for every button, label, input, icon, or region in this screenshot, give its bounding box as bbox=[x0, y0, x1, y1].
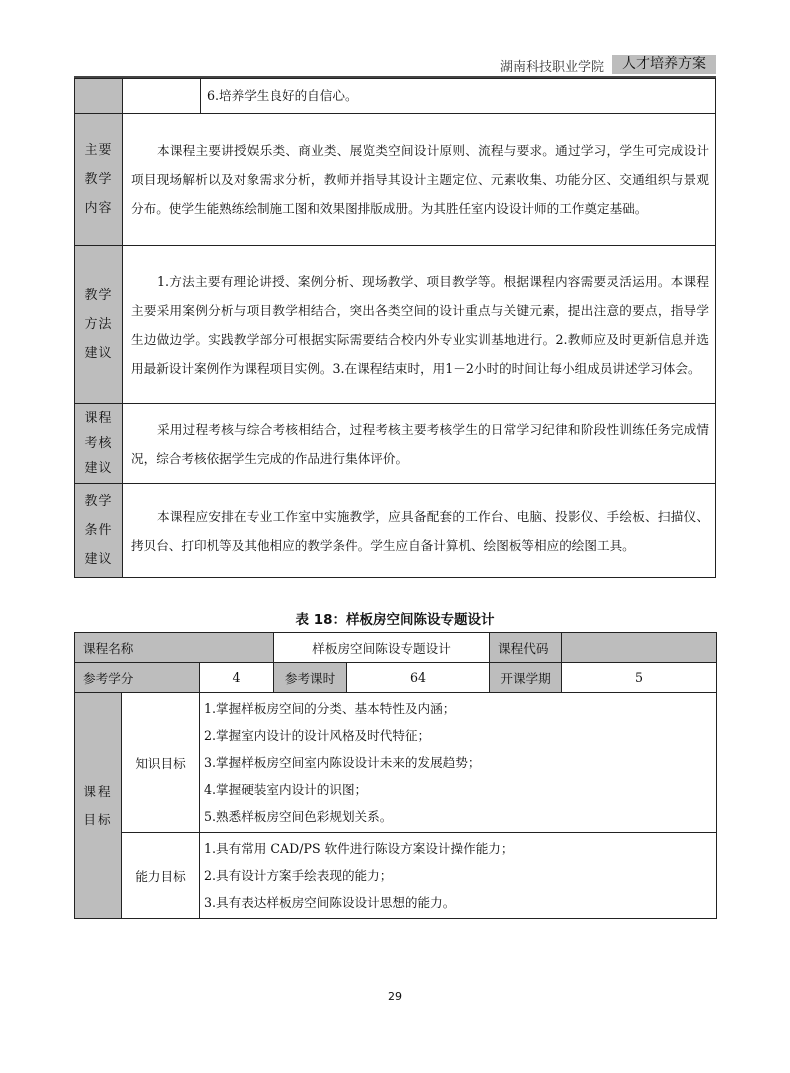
table-row bbox=[75, 484, 716, 578]
document-title: 人才培养方案 bbox=[612, 55, 716, 74]
label-line: 课程 bbox=[84, 411, 113, 426]
ability-goal-list bbox=[200, 833, 717, 919]
label-line: 条件 bbox=[84, 523, 113, 538]
list-item: 4.掌握硬装室内设计的识图； bbox=[204, 782, 368, 797]
ability-goal-label: 能力目标 bbox=[122, 833, 200, 919]
list-item: 5.熟悉样板房空间色彩规划关系。 bbox=[204, 809, 393, 824]
list-item: 2.掌握室内设计的设计风格及时代特征； bbox=[204, 728, 431, 743]
table-row bbox=[75, 79, 716, 114]
semester-value: 5 bbox=[562, 663, 717, 693]
credit-value: 4 bbox=[200, 663, 274, 693]
school-name: 湖南科技职业学院 bbox=[499, 60, 604, 75]
label-line: 考核 bbox=[84, 436, 113, 451]
hours-label: 参考课时 bbox=[274, 663, 347, 693]
course-code-value bbox=[562, 633, 717, 663]
teaching-content-text: 本课程主要讲授娱乐类、商业类、展览类空间设计原则、流程与要求。通过学习，学生可完成设计项目现场解析以及对象需求分析，教师并指导其设计主题定位、元素收集、功能分区、交通组织与景观分布。使学生能熟练绘制施工图和效果图排版成册。为其胜任室内设设计师的工作奠定基础。 bbox=[123, 114, 716, 246]
table-title: 表 18：样板房空间陈设专题设计 bbox=[295, 612, 495, 628]
teaching-method-text: 1.方法主要有理论讲授、案例分析、现场教学、项目教学等。根据课程内容需要灵活运用。本课程主要采用案例分析与项目教学相结合，突出各类空间的设计重点与关键元素，提出注意的要点，指导学生边做边学。实践教学部分可根据实际需要结合校内外专业实训基地进行。2.教师应及时更新信息并选用最新设计案例作为课程项目实例。3.在课程结束时，用1－2小时的时间让每小组成员讲述学习体会。 bbox=[123, 246, 716, 404]
table-row bbox=[75, 663, 717, 693]
label-line: 教学 bbox=[84, 172, 113, 187]
credit-label: 参考学分 bbox=[75, 663, 200, 693]
label-line: 教学 bbox=[84, 494, 113, 509]
table-row bbox=[75, 833, 717, 919]
course-detail-table bbox=[74, 78, 716, 578]
sub-label-empty bbox=[123, 79, 201, 114]
hours-value: 64 bbox=[347, 663, 490, 693]
label-line: 内容 bbox=[84, 201, 113, 216]
knowledge-goal-list bbox=[200, 693, 717, 833]
row-label-assessment bbox=[75, 404, 123, 484]
list-item: 3.具有表达样板房空间陈设设计思想的能力。 bbox=[204, 895, 456, 910]
table-row bbox=[75, 246, 716, 404]
course-name-value: 样板房空间陈设专题设计 bbox=[274, 633, 490, 663]
course-code-label: 课程代码 bbox=[490, 633, 562, 663]
list-item: 2.具有设计方案手绘表现的能力； bbox=[204, 868, 393, 883]
table-row bbox=[75, 633, 717, 663]
label-line: 方法 bbox=[84, 317, 113, 332]
label-line: 主要 bbox=[84, 143, 113, 158]
top-row-text: 6.培养学生良好的自信心。 bbox=[201, 79, 716, 114]
table-row bbox=[75, 404, 716, 484]
page-number: 29 bbox=[388, 990, 402, 1003]
label-line: 建议 bbox=[84, 346, 113, 361]
course-info-table bbox=[74, 632, 717, 919]
row-label-empty bbox=[75, 79, 123, 114]
row-label-conditions bbox=[75, 484, 123, 578]
label-line: 目标 bbox=[83, 811, 113, 827]
label-line: 课程 bbox=[83, 783, 113, 799]
label-line: 建议 bbox=[84, 461, 113, 476]
row-label-method bbox=[75, 246, 123, 404]
list-item: 3.掌握样板房空间室内陈设设计未来的发展趋势； bbox=[204, 755, 481, 770]
conditions-text: 本课程应安排在专业工作室中实施教学，应具备配套的工作台、电脑、投影仪、手绘板、扫描仪、拷贝台、打印机等及其他相应的教学条件。学生应自备计算机、绘图板等相应的绘图工具。 bbox=[123, 484, 716, 578]
knowledge-goal-label: 知识目标 bbox=[122, 693, 200, 833]
table-row bbox=[75, 114, 716, 246]
course-name-label: 课程名称 bbox=[75, 633, 274, 663]
course-goal-label bbox=[75, 693, 122, 919]
label-line: 建议 bbox=[84, 552, 113, 567]
label-line: 教学 bbox=[84, 288, 113, 303]
table-row bbox=[75, 693, 717, 833]
list-item: 1.掌握样板房空间的分类、基本特性及内涵； bbox=[204, 701, 456, 716]
page-header bbox=[74, 55, 716, 75]
semester-label: 开课学期 bbox=[490, 663, 562, 693]
row-label-content bbox=[75, 114, 123, 246]
assessment-text: 采用过程考核与综合考核相结合，过程考核主要考核学生的日常学习纪律和阶段性训练任务完成情况，综合考核依据学生完成的作品进行集体评价。 bbox=[123, 404, 716, 484]
list-item: 1.具有常用 CAD/PS 软件进行陈设方案设计操作能力； bbox=[204, 841, 514, 856]
